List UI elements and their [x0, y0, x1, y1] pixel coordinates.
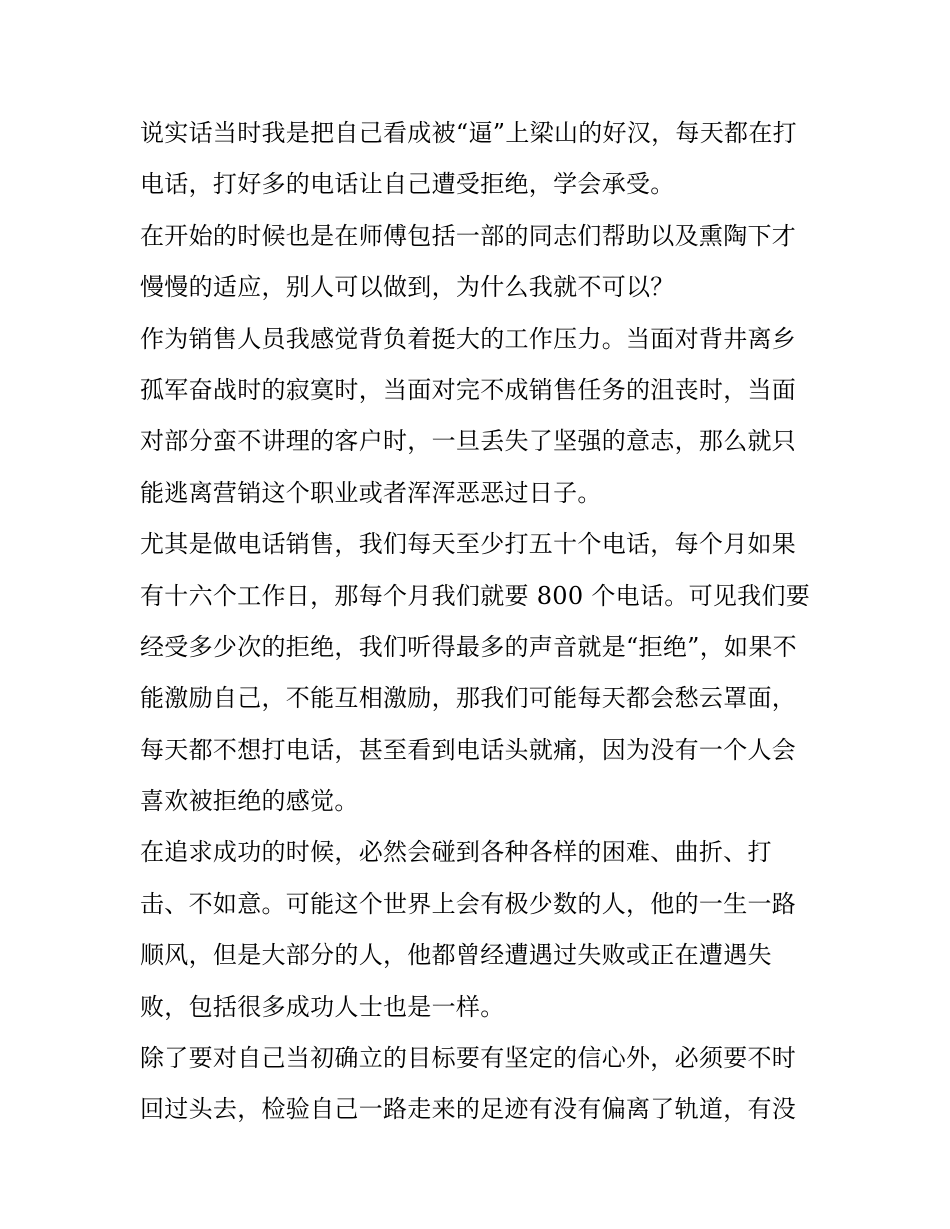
- text-line: 每天都不想打电话，甚至看到电话头就痛，因为没有一个人会: [140, 735, 797, 764]
- text-line: 击、不如意。可能这个世界上会有极少数的人，他的一生一路: [140, 889, 797, 918]
- text-line: 尤其是做电话销售，我们每天至少打五十个电话，每个月如果: [140, 530, 797, 559]
- text-line: 能激励自己，不能互相激励，那我们可能每天都会愁云罩面，: [140, 684, 797, 713]
- text-line: 顺风，但是大部分的人，他都曾经遭遇过失败或正在遭遇失: [140, 941, 772, 970]
- text-line: 回过头去，检验自己一路走来的足迹有没有偏离了轨道，有没: [140, 1095, 797, 1124]
- text-line: 孤军奋战时的寂寞时，当面对完不成销售任务的沮丧时，当面: [140, 375, 797, 404]
- text-line: 有十六个工作日，那每个月我们就要 800 个电话。可见我们要: [140, 581, 811, 610]
- document-body: [140, 108, 815, 1136]
- text-line: 作为销售人员我感觉背负着挺大的工作压力。当面对背井离乡: [140, 324, 797, 353]
- text-line: 除了要对自己当初确立的目标要有坚定的信心外，必须要不时: [140, 1044, 797, 1073]
- text-line: 败，包括很多成功人士也是一样。: [140, 992, 505, 1021]
- text-line: 经受多少次的拒绝，我们听得最多的声音就是“拒绝”，如果不: [140, 632, 797, 661]
- text-line: 电话，打好多的电话让自己遭受拒绝，学会承受。: [140, 170, 675, 199]
- text-line: 喜欢被拒绝的感觉。: [140, 787, 359, 816]
- text-line: 在追求成功的时候，必然会碰到各种各样的困难、曲折、打: [140, 838, 772, 867]
- text-line: 慢慢的适应，别人可以做到，为什么我就不可以？: [140, 273, 675, 302]
- text-line: 能逃离营销这个职业或者浑浑恶恶过日子。: [140, 478, 602, 507]
- text-line: 对部分蛮不讲理的客户时，一旦丢失了坚强的意志，那么就只: [140, 427, 797, 456]
- text-line: 说实话当时我是把自己看成被“逼”上梁山的好汉，每天都在打: [140, 119, 797, 147]
- text-line: 在开始的时候也是在师傅包括一部的同志们帮助以及熏陶下才: [140, 221, 797, 250]
